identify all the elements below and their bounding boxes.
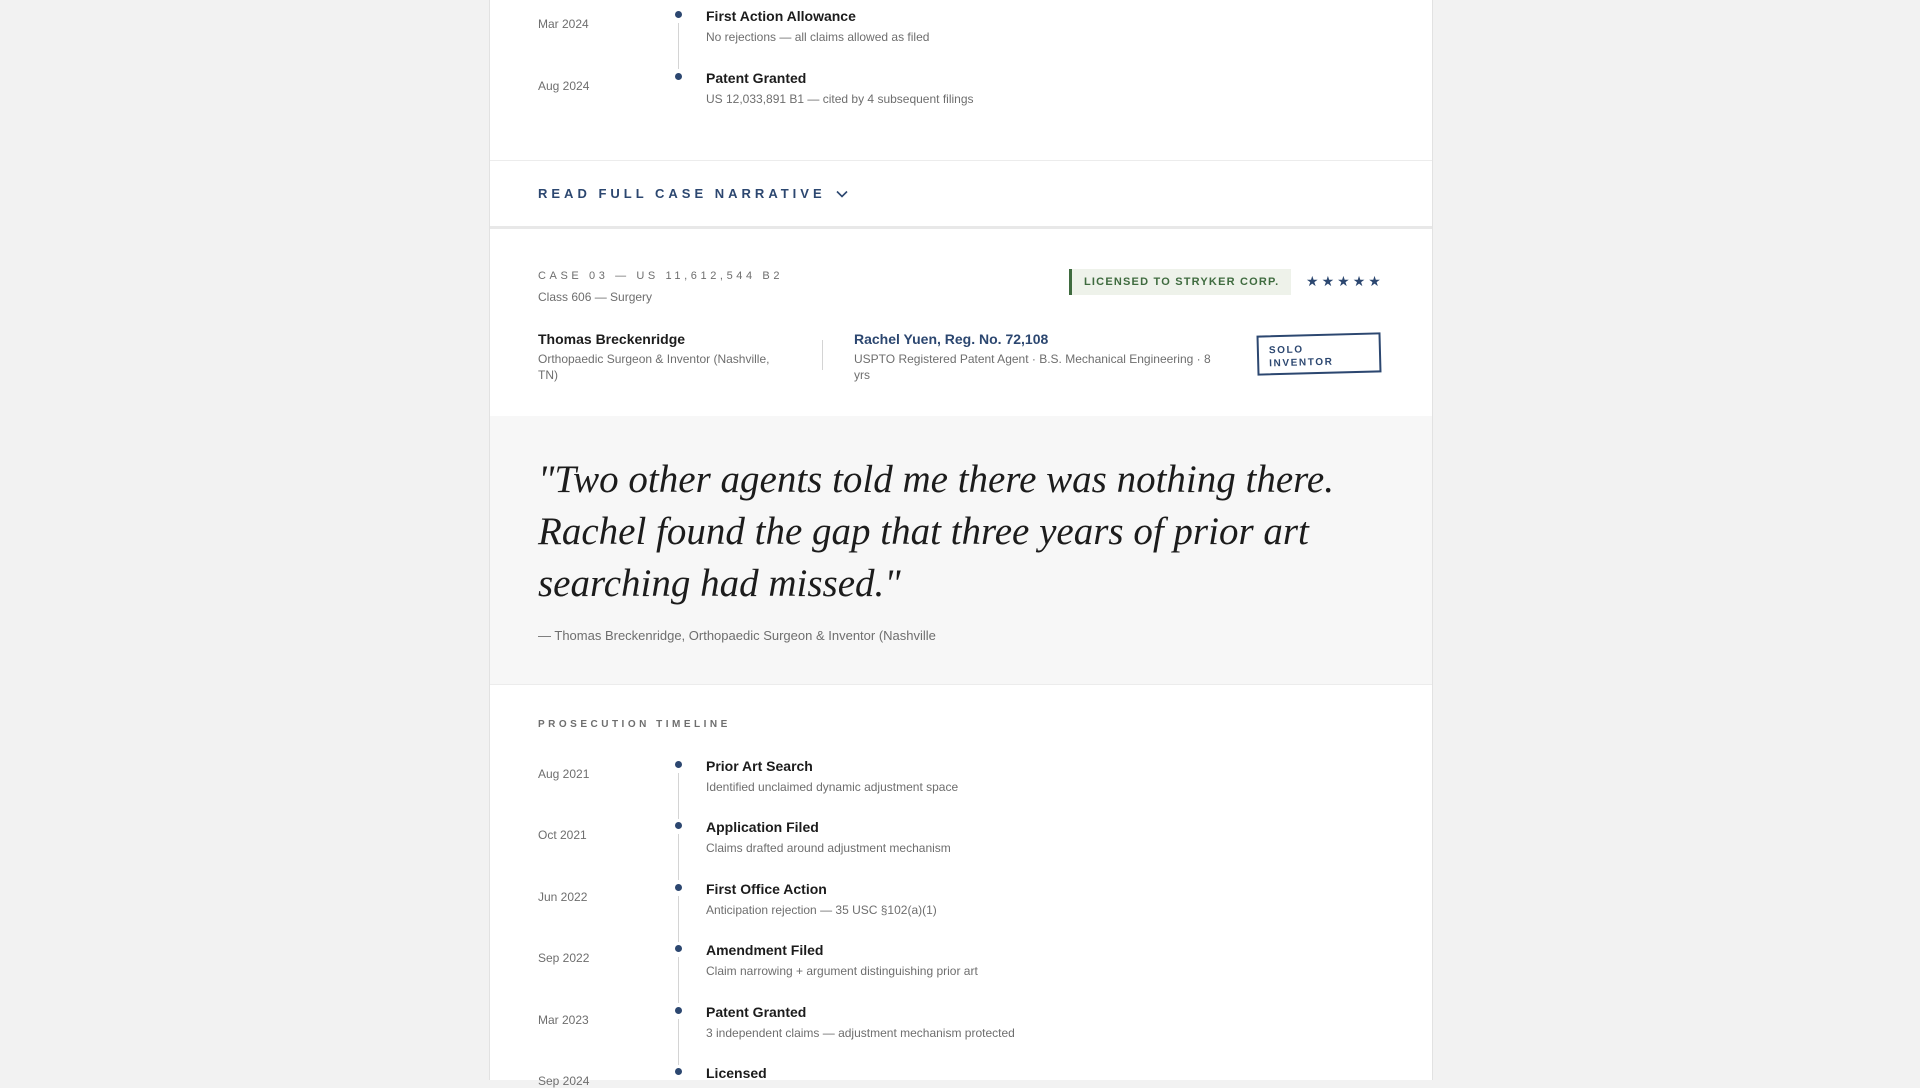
timeline-entry: [490, 1004, 1432, 1069]
timeline-heading: PROSECUTION TIMELINE: [538, 719, 731, 730]
timeline-date: Sep 2022: [538, 951, 590, 965]
stamp-line-1: SOLO: [1268, 344, 1304, 357]
timeline-entry: [490, 942, 1432, 1007]
stamp-line-2: INVENTOR: [1269, 356, 1334, 370]
timeline-connector: [678, 896, 679, 942]
client-description: Orthopaedic Surgeon & Inventor (Nashville, TN): [538, 352, 770, 382]
timeline-dot: [675, 884, 682, 891]
timeline-connector: [678, 834, 679, 880]
timeline-connector: [678, 1019, 679, 1065]
timeline-desc: Claims drafted around adjustment mechanism: [706, 841, 951, 855]
agent-description: USPTO Registered Patent Agent · B.S. Mechanical Engineering · 8 yrs: [854, 352, 1211, 382]
timeline-desc: Claim narrowing + argument distinguishing prior art: [706, 964, 978, 978]
section-divider: [490, 160, 1432, 161]
case-divider: [490, 226, 1432, 229]
case-class: Class 606 — Surgery: [538, 290, 653, 304]
star-icon: ★: [1368, 273, 1381, 289]
timeline-title: Patent Granted: [706, 1004, 807, 1020]
testimonial-block: [490, 416, 1432, 685]
timeline-connector: [678, 23, 679, 69]
read-more-label: READ FULL CASE NARRATIVE: [538, 186, 826, 201]
vertical-separator: [822, 340, 823, 370]
read-full-narrative-button[interactable]: [538, 186, 848, 201]
timeline-date: Aug 2021: [538, 767, 590, 781]
timeline-entry: [490, 1065, 1432, 1088]
timeline-entry: [490, 881, 1432, 946]
timeline-date: Sep 2024: [538, 1074, 590, 1088]
timeline-desc: Anticipation rejection — 35 USC §102(a)(1): [706, 903, 937, 917]
chevron-down-icon: [836, 190, 848, 198]
timeline-dot: [675, 73, 682, 80]
agent-name-link[interactable]: Rachel Yuen, Reg. No. 72,108: [854, 331, 1049, 347]
timeline-dot: [675, 945, 682, 952]
timeline-date: Aug 2024: [538, 79, 590, 93]
timeline-connector: [678, 773, 679, 819]
testimonial-quote: "Two other agents told me there was nothing there. Rachel found the gap that three years of prior art searching had missed.": [538, 458, 1334, 605]
timeline-title: First Action Allowance: [706, 8, 856, 24]
case-studies-page: [489, 0, 1433, 1088]
timeline-dot: [675, 1007, 682, 1014]
timeline-title: Application Filed: [706, 819, 819, 835]
star-rating: [1306, 271, 1381, 291]
timeline-title: Licensed: [706, 1065, 767, 1081]
timeline-desc: No rejections — all claims allowed as filed: [706, 30, 930, 44]
star-icon: ★: [1352, 273, 1366, 289]
testimonial-attribution: — Thomas Breckenridge, Orthopaedic Surgeon & Inventor (Nashville: [538, 628, 936, 643]
timeline-entry: [490, 8, 1432, 73]
client-name: Thomas Breckenridge: [538, 331, 686, 347]
timeline-dot: [675, 11, 682, 18]
timeline-entry: [490, 758, 1432, 823]
timeline-title: Patent Granted: [706, 70, 807, 86]
star-icon: ★: [1306, 273, 1319, 289]
solo-inventor-stamp: [1256, 332, 1381, 375]
timeline-desc: US 12,033,891 B1 — cited by 4 subsequent filings: [706, 92, 974, 106]
case-number: CASE 03 — US 11,612,544 B2: [538, 270, 784, 282]
timeline-date: Mar 2023: [538, 1013, 589, 1027]
timeline-date: Oct 2021: [538, 828, 587, 842]
timeline-title: Prior Art Search: [706, 758, 813, 774]
timeline-desc: Identified unclaimed dynamic adjustment space: [706, 780, 959, 794]
timeline-desc: 3 independent claims — adjustment mechanism protected: [706, 1026, 1015, 1040]
timeline-dot: [675, 1068, 682, 1075]
timeline-connector: [678, 957, 679, 1003]
star-icon: ★: [1321, 273, 1335, 289]
timeline-title: First Office Action: [706, 881, 827, 897]
timeline-entry: [490, 70, 1432, 135]
star-icon: ★: [1337, 273, 1350, 289]
timeline-date: Jun 2022: [538, 890, 588, 904]
timeline-entry: [490, 819, 1432, 884]
licensed-badge: LICENSED TO STRYKER CORP.: [1069, 269, 1291, 295]
timeline-dot: [675, 761, 682, 768]
timeline-title: Amendment Filed: [706, 942, 824, 958]
timeline-dot: [675, 822, 682, 829]
timeline-date: Mar 2024: [538, 17, 589, 31]
